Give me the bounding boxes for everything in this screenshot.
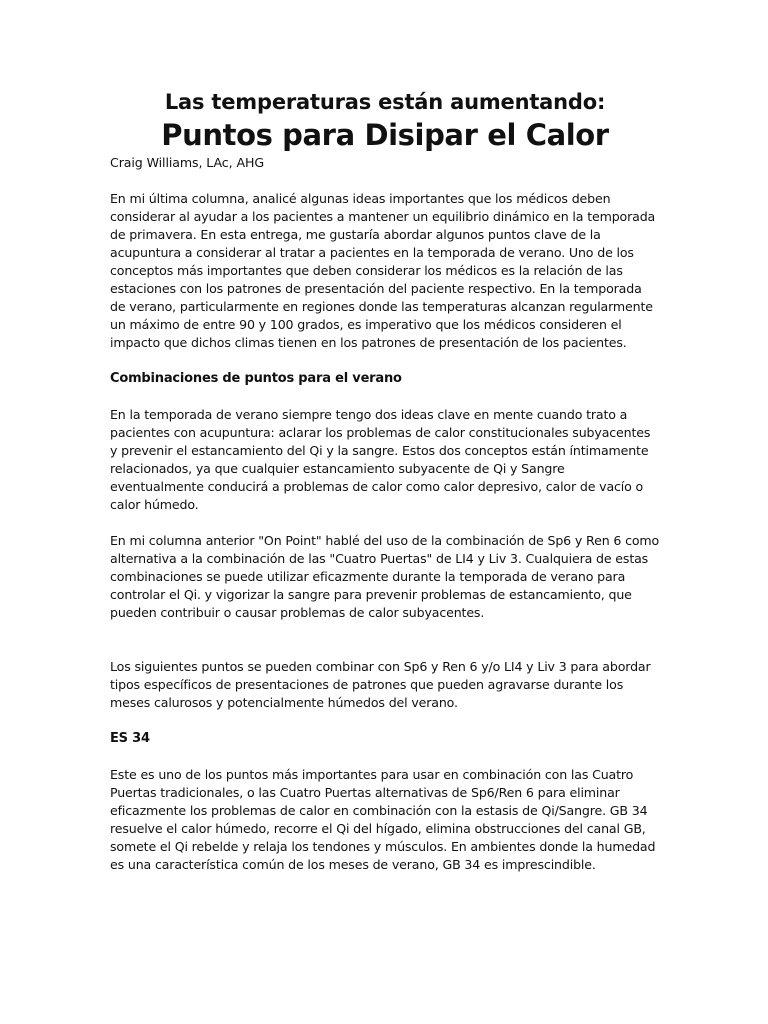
document-page: [110, 88, 660, 892]
paragraph-point-combinations: Los siguientes puntos se pueden combinar con Sp6 y Ren 6 y/o LI4 y Liv 3 para abordar tipos específicos de presentaciones de patrones que pueden agravarse durante los meses calurosos y potencialmente húmedos del verano.: [110, 659, 651, 710]
paragraph-previous-column: En mi columna anterior "On Point" hablé del uso de la combinación de Sp6 y Ren 6 como alternativa a la combinación de las "Cuatro Puertas" de LI4 y Liv 3. Cualquiera de estas combinaciones se puede utilizar eficazmente durante la temporada de verano para controlar el Qi. y vigorizar la sangre para prevenir problemas de estancamiento, que pueden contribuir o causar problemas de calor subyacentes.: [110, 533, 660, 620]
section-heading-es34: ES 34: [110, 731, 150, 746]
author-byline: Craig Williams, LAc, AHG: [110, 155, 264, 170]
document-title: Puntos para Disipar el Calor: [161, 118, 609, 152]
document-subtitle: Las temperaturas están aumentando:: [164, 90, 606, 114]
paragraph-es34: Este es uno de los puntos más importantes para usar en combinación con las Cuatro Puertas tradicionales, o las Cuatro Puertas alternativas de Sp6/Ren 6 para eliminar eficazmente los problemas de calor en combinación con la estasis de Qi/Sangre. GB 34 resuelve el calor húmedo, recorre el Qi del hígado, elimina obstrucciones del canal GB, somete el Qi rebelde y relaja los tendones y músculos. En ambientes donde la humedad es una característica común de los meses de verano, GB 34 es imprescindible.: [110, 767, 656, 872]
paragraph-summer-ideas: En la temporada de verano siempre tengo dos ideas clave en mente cuando trato a pacientes con acupuntura: aclarar los problemas de calor constitucionales subyacentes y prevenir el estancamiento del Qi y la sangre. Estos dos conceptos están íntimamente relacionados, ya que cualquier estancamiento subyacente de Qi y Sangre eventualmente conducirá a problemas de calor como calor depresivo, calor de vacío o calor húmedo.: [110, 407, 651, 512]
paragraph-intro: En mi última columna, analicé algunas ideas importantes que los médicos deben considerar al ayudar a los pacientes a mantener un equilibrio dinámico en la temporada de primavera. En esta entrega, me gustaría abordar algunos puntos clave de la acupuntura a considerar al tratar a pacientes en la temporada de verano. Uno de los conceptos más importantes que deben considerar los médicos es la relación de las estaciones con los patrones de presentación del paciente respectivo. En la temporada de verano, particularmente en regiones donde las temperaturas alcanzan regularmente un máximo de entre 90 y 100 grados, es imperativo que los médicos consideren el impacto que dichos climas tienen en los patrones de presentación de los pacientes.: [110, 191, 656, 350]
section-heading-summer-combinations: Combinaciones de puntos para el verano: [110, 371, 402, 386]
